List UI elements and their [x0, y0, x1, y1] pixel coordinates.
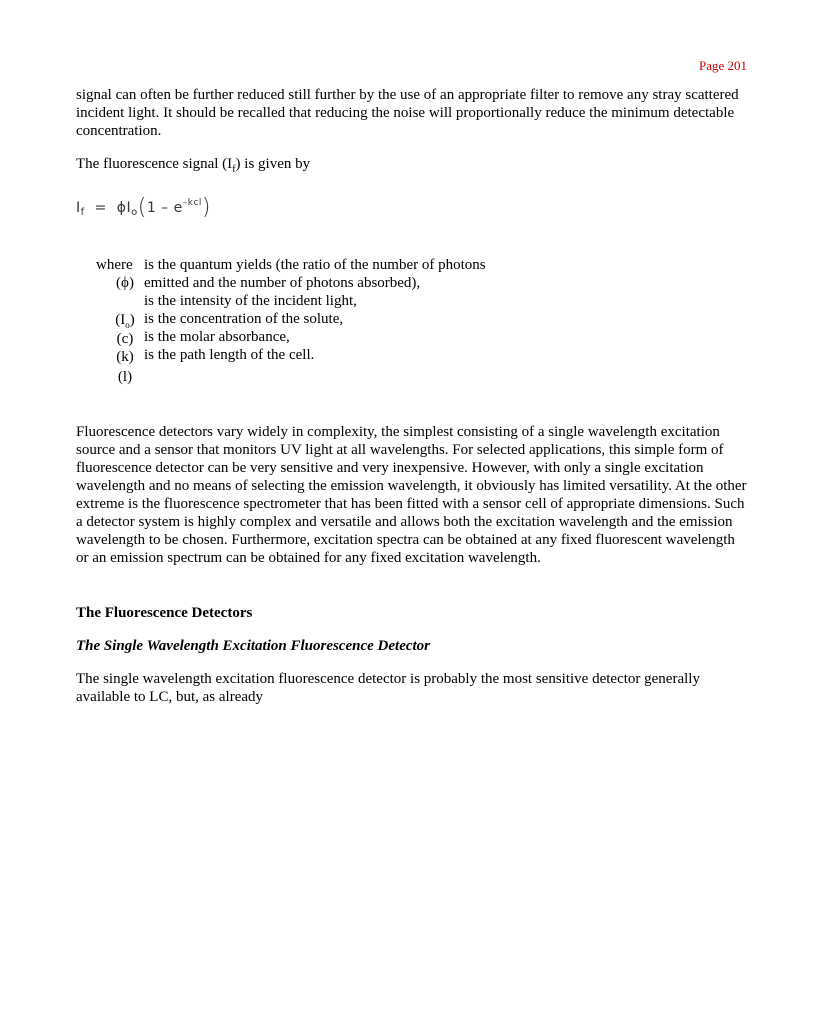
definition-quantum-yield-cont: emitted and the number of photons absorbed), [144, 275, 421, 291]
formula-lhs: I [76, 200, 81, 216]
symbol-l: (l) [117, 369, 133, 385]
fluorescence-formula [76, 191, 211, 225]
formula-exponent: –kcl [182, 198, 202, 208]
definition-path-length: is the path length of the cell. [144, 347, 315, 363]
formula-io: I [126, 200, 132, 216]
symbol-io-close: ) [129, 312, 135, 328]
formula-open-paren: ( [137, 195, 147, 220]
symbol-c: (c) [116, 331, 134, 347]
page-number: Page 201 [698, 58, 747, 73]
definition-concentration: is the concentration of the solute, [144, 311, 344, 327]
formula-close-paren: ) [201, 195, 212, 220]
formula-phi: ϕ [116, 200, 127, 216]
intro-paragraph: signal can often be further reduced still further by the use of an appropriate filter to remove any stray scattered incident light. It should be recalled that reducing the noise will proportionally reduce the minimum detectable concentration. [76, 87, 739, 139]
definition-intensity: is the intensity of the incident light, [144, 293, 357, 309]
single-wavelength-paragraph: The single wavelength excitation fluorescence detector is probably the most sensitive detector generally available to LC, but, as already [76, 671, 700, 705]
signal-intro-paragraph [76, 155, 751, 179]
formula-io-subscript: o [131, 207, 138, 218]
symbol-phi: (ϕ) [116, 275, 134, 291]
signal-intro-text: The fluorescence signal (I [76, 156, 233, 172]
signal-intro-subscript: f [232, 164, 236, 175]
formula-one-minus-e: 1 – e [146, 200, 183, 216]
detectors-paragraph: Fluorescence detectors vary widely in complexity, the simplest consisting of a single wavelength excitation source and a sensor that monitors UV light at all wavelengths. For selected applications, this simple form of fluorescence detector can be very sensitive and very inexpensive. However, with only a single excitation wavelength and no means of selecting the emission wavelength, it obviously has limited versatility. At the other extreme is the fluorescence spectrometer that has been fitted with a sensor cell of appropriate dimensions. Such a detector system is highly complex and versatile and allows both the excitation wavelength and the emission wavelength to be chosen. Furthermore, excitation spectra can be obtained at any fixed fluorescent wavelength or an emission spectrum can be obtained for any fixed excitation wavelength. [76, 424, 747, 566]
subsection-heading: The Single Wavelength Excitation Fluorescence Detector [76, 638, 431, 654]
where-label: where [96, 257, 133, 273]
symbol-io-text: (I [115, 312, 126, 328]
formula-lhs-subscript: f [80, 207, 85, 218]
symbol-k: (k) [116, 349, 134, 365]
section-heading: The Fluorescence Detectors [76, 605, 253, 621]
formula-equals: = [94, 200, 107, 216]
definition-molar-absorbance: is the molar absorbance, [144, 329, 290, 345]
symbol-io-subscript: o [125, 320, 130, 330]
signal-intro-end: ) is given by [235, 156, 311, 172]
where-definitions [96, 257, 556, 397]
definition-quantum-yield: is the quantum yields (the ratio of the number of photons [144, 257, 486, 273]
